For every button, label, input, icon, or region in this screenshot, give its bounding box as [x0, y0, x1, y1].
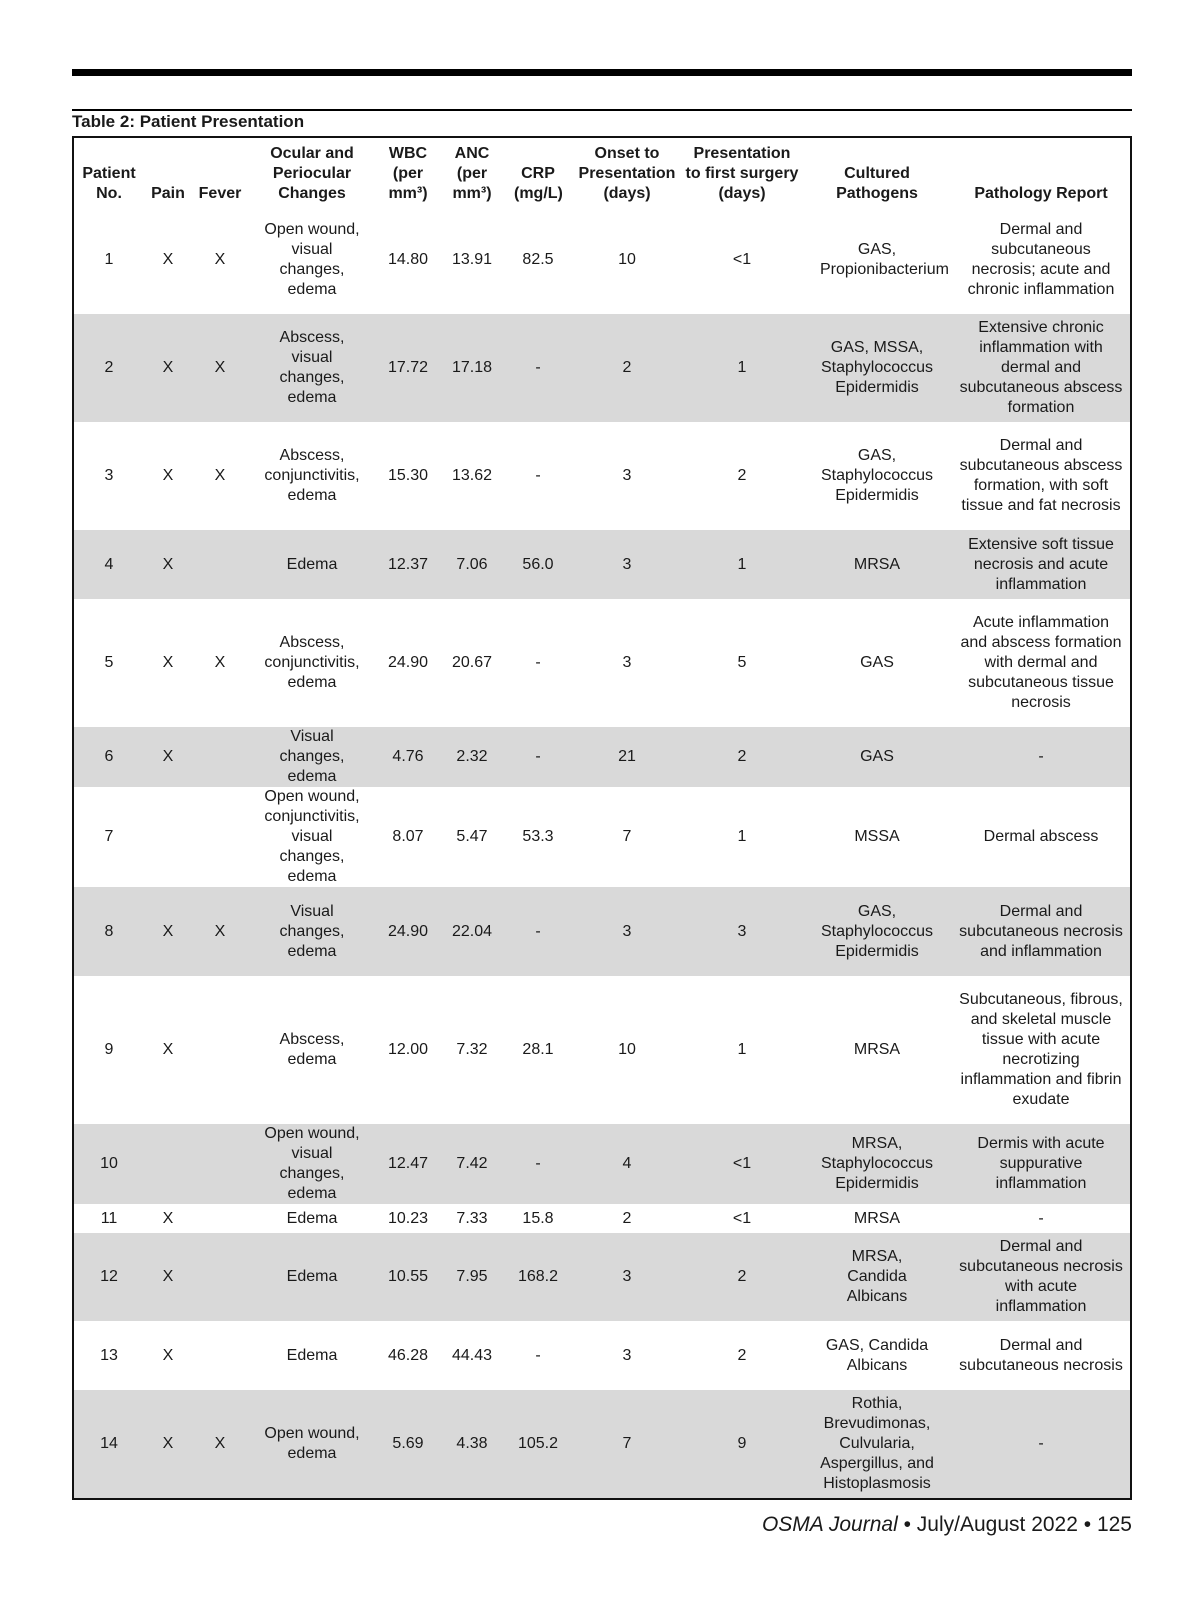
cell-cultured-pathogens: GAS — [802, 727, 952, 787]
cell-wbc: 12.00 — [387, 1041, 429, 1058]
cell-crp: - — [504, 314, 572, 422]
cell-anc: 22.04 — [440, 887, 504, 976]
page-footer — [762, 1512, 1132, 1538]
table-row — [74, 976, 1130, 1124]
cell-wbc: 24.90 — [387, 654, 429, 671]
footer-page-number: 125 — [1096, 1513, 1132, 1536]
cell-presentation-to-surgery: <1 — [732, 1209, 752, 1227]
header-row — [74, 138, 1130, 206]
cell-wbc: 10.23 — [387, 1209, 429, 1227]
table-row — [74, 1390, 1130, 1498]
cell-pathology-report: Extensive soft tissue necrosis and acute inflammation — [952, 530, 1130, 599]
cell-cultured-pathogens: MRSA — [853, 1041, 901, 1058]
cell-presentation-to-surgery: 5 — [737, 654, 747, 671]
cell-wbc: 46.28 — [387, 1346, 429, 1364]
header-ocular-changes: Ocular and Periocular Changes — [270, 145, 354, 202]
cell-anc: 5.47 — [456, 828, 488, 845]
cell-crp: - — [504, 1124, 572, 1204]
cell-patient-no: 1 — [104, 251, 114, 268]
cell-anc: 7.06 — [440, 530, 504, 599]
cell-patient-no: 14 — [74, 1390, 144, 1498]
cell-pain: X — [144, 887, 192, 976]
header-presentation-to-surgery: Presentation to first surgery (days) — [685, 145, 799, 202]
cell-ocular-changes: Open wound, edema — [248, 1390, 376, 1498]
footer-journal: OSMA Journal — [761, 1513, 898, 1536]
cell-pain: X — [162, 467, 174, 484]
cell-cultured-pathogens: MSSA — [854, 828, 900, 845]
cell-pathology-report: Dermal and subcutaneous necrosis — [959, 1336, 1123, 1374]
cell-fever — [192, 1124, 248, 1204]
cell-ocular-changes: Abscess, edema — [279, 1031, 345, 1068]
cell-fever: X — [192, 1390, 248, 1498]
cell-pathology-report: Dermal abscess — [983, 828, 1099, 845]
cell-presentation-to-surgery: 3 — [682, 887, 802, 976]
cell-wbc: 5.69 — [376, 1390, 440, 1498]
cell-onset-to-presentation: 3 — [572, 887, 682, 976]
cell-fever — [192, 727, 248, 787]
cell-anc: 7.33 — [456, 1209, 488, 1227]
cell-pain: X — [144, 314, 192, 422]
cell-presentation-to-surgery: 2 — [737, 467, 747, 484]
cell-pathology-report: Dermal and subcutaneous necrosis with acute inflammation — [952, 1233, 1130, 1321]
cell-pathology-report: Extensive chronic inflammation with dermal and subcutaneous abscess formation — [952, 314, 1130, 422]
cell-onset-to-presentation: 3 — [622, 467, 632, 484]
cell-pain: X — [162, 1346, 174, 1364]
cell-fever: X — [214, 251, 226, 268]
cell-ocular-changes: Edema — [248, 1233, 376, 1321]
table-body — [74, 206, 1130, 1498]
cell-pathology-report: Subcutaneous, fibrous, and skeletal muscle tissue with acute necrotizing inflammation and fibrin exudate — [959, 991, 1123, 1108]
cell-crp: - — [504, 727, 572, 787]
table-row — [74, 787, 1130, 887]
title-rule — [72, 109, 1132, 111]
cell-wbc: 8.07 — [392, 828, 424, 845]
cell-cultured-pathogens: MRSA — [853, 1209, 901, 1227]
table-row — [74, 422, 1130, 530]
cell-pathology-report: Acute inflammation and abscess formation with dermal and subcutaneous tissue necrosis — [960, 614, 1122, 711]
cell-crp: 105.2 — [504, 1390, 572, 1498]
cell-anc: 7.42 — [440, 1124, 504, 1204]
cell-pathology-report: - — [1038, 1209, 1044, 1227]
cell-fever — [192, 976, 248, 1124]
footer-separator: • — [903, 1513, 911, 1536]
patient-presentation-table — [74, 138, 1130, 1498]
patient-table-frame — [72, 136, 1132, 1500]
cell-pain: X — [144, 530, 192, 599]
cell-presentation-to-surgery: 2 — [737, 1346, 747, 1364]
cell-pathology-report: - — [952, 1390, 1130, 1498]
cell-onset-to-presentation: 3 — [622, 654, 632, 671]
cell-ocular-changes: Open wound, visual changes, edema — [264, 221, 360, 298]
cell-fever: X — [192, 314, 248, 422]
cell-presentation-to-surgery: 9 — [682, 1390, 802, 1498]
cell-wbc: 4.76 — [376, 727, 440, 787]
cell-patient-no: 7 — [104, 828, 114, 845]
cell-cultured-pathogens: GAS, Candida Albicans — [825, 1336, 929, 1374]
cell-onset-to-presentation: 2 — [622, 1209, 632, 1227]
cell-pathology-report: Dermal and subcutaneous necrosis; acute and chronic inflammation — [967, 221, 1115, 298]
cell-patient-no: 11 — [100, 1209, 118, 1227]
cell-patient-no: 6 — [74, 727, 144, 787]
table-row — [74, 1204, 1130, 1233]
cell-pathology-report: Dermal and subcutaneous abscess formation, with soft tissue and fat necrosis — [959, 437, 1123, 514]
cell-ocular-changes: Edema — [286, 1209, 338, 1227]
cell-presentation-to-surgery: 1 — [682, 314, 802, 422]
table-row — [74, 314, 1130, 422]
cell-fever — [192, 530, 248, 599]
cell-crp: 168.2 — [504, 1233, 572, 1321]
cell-crp: 28.1 — [522, 1041, 554, 1058]
cell-cultured-pathogens: MRSA, Staphylococcus Epidermidis — [802, 1124, 952, 1204]
cell-ocular-changes: Abscess, conjunctivitis, edema — [264, 447, 360, 504]
cell-crp: 15.8 — [522, 1209, 554, 1227]
cell-ocular-changes: Visual changes, edema — [248, 727, 376, 787]
cell-ocular-changes: Open wound, conjunctivitis, visual changes, edema — [264, 788, 360, 885]
cell-wbc: 17.72 — [376, 314, 440, 422]
header-onset-to-presentation: Onset to Presentation (days) — [578, 145, 676, 202]
cell-patient-no: 2 — [74, 314, 144, 422]
cell-pain: X — [144, 727, 192, 787]
cell-fever: X — [214, 467, 226, 484]
cell-anc: 7.95 — [440, 1233, 504, 1321]
cell-fever — [192, 1204, 248, 1233]
cell-presentation-to-surgery: <1 — [732, 251, 752, 268]
cell-anc: 4.38 — [440, 1390, 504, 1498]
cell-wbc: 12.47 — [376, 1124, 440, 1204]
cell-crp: 56.0 — [504, 530, 572, 599]
table-row — [74, 1321, 1130, 1390]
table-row — [74, 727, 1130, 787]
cell-presentation-to-surgery: 1 — [737, 1041, 747, 1058]
cell-cultured-pathogens: GAS, MSSA, Staphylococcus Epidermidis — [802, 314, 952, 422]
table-row — [74, 599, 1130, 727]
cell-crp: - — [535, 654, 541, 671]
cell-cultured-pathogens: MRSA, Candida Albicans — [802, 1233, 952, 1321]
cell-ocular-changes: Edema — [286, 1346, 338, 1364]
cell-pain: X — [162, 1041, 174, 1058]
footer-issue: July/August 2022 — [916, 1513, 1078, 1536]
cell-wbc: 12.37 — [376, 530, 440, 599]
cell-onset-to-presentation: 21 — [572, 727, 682, 787]
cell-onset-to-presentation: 10 — [618, 251, 636, 268]
header-cultured-pathogens: Cultured Pathogens — [836, 165, 918, 202]
cell-ocular-changes: Visual changes, edema — [248, 887, 376, 976]
cell-wbc: 10.55 — [376, 1233, 440, 1321]
header-crp: CRP (mg/L) — [514, 165, 563, 202]
cell-onset-to-presentation: 3 — [572, 1233, 682, 1321]
cell-patient-no: 13 — [100, 1346, 118, 1364]
cell-ocular-changes: Open wound, visual changes, edema — [248, 1124, 376, 1204]
cell-ocular-changes: Edema — [248, 530, 376, 599]
table-row — [74, 1124, 1130, 1204]
cell-fever: X — [192, 887, 248, 976]
cell-onset-to-presentation: 3 — [572, 530, 682, 599]
cell-onset-to-presentation: 3 — [622, 1346, 632, 1364]
table-title: Table 2: Patient Presentation — [72, 112, 305, 131]
cell-fever: X — [214, 654, 226, 671]
cell-pathology-report: - — [952, 727, 1130, 787]
header-pathology-report: Pathology Report — [974, 185, 1108, 202]
cell-ocular-changes: Abscess, conjunctivitis, edema — [264, 634, 360, 691]
cell-ocular-changes: Abscess, visual changes, edema — [248, 314, 376, 422]
cell-anc: 13.62 — [451, 467, 493, 484]
cell-pain — [144, 787, 192, 887]
cell-pathology-report: Dermal and subcutaneous necrosis and inflammation — [952, 887, 1130, 976]
cell-wbc: 24.90 — [376, 887, 440, 976]
cell-anc: 2.32 — [440, 727, 504, 787]
cell-patient-no: 4 — [74, 530, 144, 599]
cell-presentation-to-surgery: 1 — [682, 530, 802, 599]
cell-patient-no: 5 — [104, 654, 114, 671]
cell-anc: 7.32 — [456, 1041, 488, 1058]
cell-patient-no: 8 — [74, 887, 144, 976]
cell-presentation-to-surgery: 2 — [682, 1233, 802, 1321]
cell-anc: 13.91 — [451, 251, 493, 268]
cell-patient-no: 10 — [74, 1124, 144, 1204]
top-rule — [72, 69, 1132, 76]
table-row — [74, 887, 1130, 976]
cell-onset-to-presentation: 4 — [572, 1124, 682, 1204]
cell-cultured-pathogens: GAS, Staphylococcus Epidermidis — [820, 447, 934, 504]
cell-cultured-pathogens: MRSA — [802, 530, 952, 599]
cell-fever — [192, 1233, 248, 1321]
cell-fever — [192, 1321, 248, 1390]
cell-crp: - — [504, 887, 572, 976]
footer-separator: • — [1083, 1513, 1092, 1536]
cell-cultured-pathogens: Rothia, Brevudimonas, Culvularia, Aspergillus, and Histoplasmosis — [802, 1390, 952, 1498]
cell-onset-to-presentation: 7 — [622, 828, 632, 845]
cell-pathology-report: Dermis with acute suppurative inflammation — [952, 1124, 1130, 1204]
cell-cultured-pathogens: GAS — [860, 654, 894, 671]
header-wbc: WBC (per mm³) — [388, 145, 428, 202]
cell-crp: 82.5 — [522, 251, 554, 268]
cell-pain: X — [162, 251, 174, 268]
cell-anc: 20.67 — [451, 654, 493, 671]
cell-presentation-to-surgery: 1 — [737, 828, 747, 845]
cell-anc: 17.18 — [440, 314, 504, 422]
cell-pain: X — [162, 1209, 174, 1227]
cell-patient-no: 12 — [74, 1233, 144, 1321]
cell-cultured-pathogens: GAS, Staphylococcus Epidermidis — [802, 887, 952, 976]
table-row — [74, 530, 1130, 599]
cell-crp: 53.3 — [522, 828, 554, 845]
cell-presentation-to-surgery: 2 — [682, 727, 802, 787]
cell-cultured-pathogens: GAS, Propionibacterium — [820, 241, 949, 278]
cell-fever — [192, 787, 248, 887]
header-pain: Pain — [151, 185, 185, 202]
cell-patient-no: 3 — [104, 467, 114, 484]
header-patient-no: Patient No. — [82, 165, 136, 202]
cell-pain: X — [144, 1390, 192, 1498]
cell-anc: 44.43 — [451, 1346, 493, 1364]
cell-pain: X — [162, 654, 174, 671]
cell-presentation-to-surgery: <1 — [682, 1124, 802, 1204]
header-anc: ANC (per mm³) — [452, 145, 492, 202]
cell-pain: X — [144, 1233, 192, 1321]
cell-wbc: 14.80 — [387, 251, 429, 268]
cell-crp: - — [535, 467, 541, 484]
table-row — [74, 206, 1130, 314]
cell-onset-to-presentation: 7 — [572, 1390, 682, 1498]
header-fever: Fever — [198, 185, 242, 202]
cell-wbc: 15.30 — [387, 467, 429, 484]
cell-onset-to-presentation: 10 — [618, 1041, 636, 1058]
cell-pain — [144, 1124, 192, 1204]
table-row — [74, 1233, 1130, 1321]
cell-onset-to-presentation: 2 — [572, 314, 682, 422]
cell-patient-no: 9 — [104, 1041, 114, 1058]
cell-crp: - — [535, 1346, 541, 1364]
